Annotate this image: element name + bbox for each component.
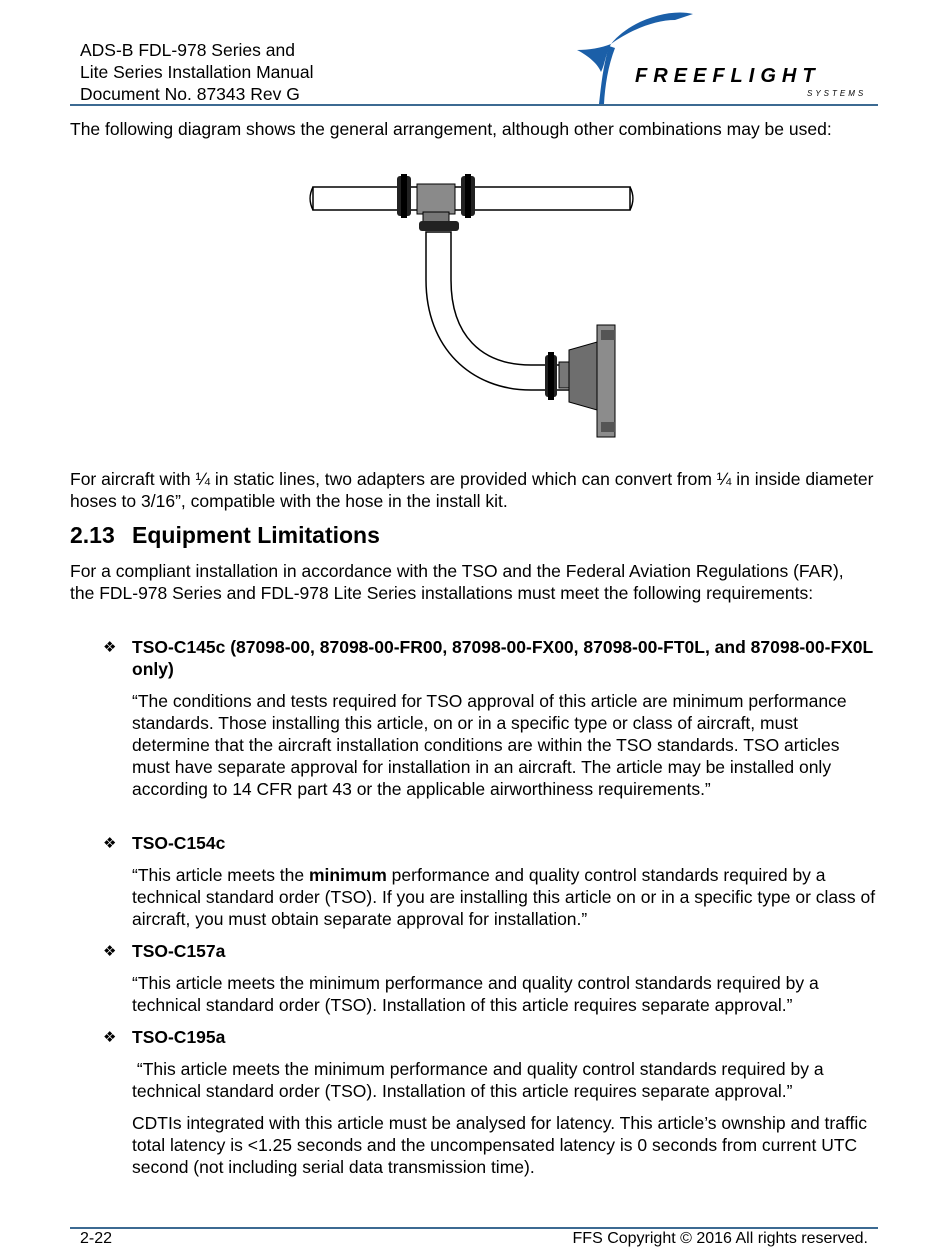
tso-c145c-heading: TSO-C145c (87098-00, 87098-00-FR00, 87098-00-FX00, 87098-00-FT0L, and 87098-00-FX0L only) bbox=[132, 637, 873, 679]
section-title: Equipment Limitations bbox=[132, 522, 380, 548]
copyright-notice: FFS Copyright © 2016 All rights reserved. bbox=[572, 1230, 868, 1247]
intro-paragraph: The following diagram shows the general arrangement, although other combinations may be used: bbox=[70, 119, 832, 139]
bullet-icon: ❖ bbox=[103, 943, 117, 960]
section-number: 2.13 bbox=[70, 522, 115, 548]
footer-rule bbox=[70, 1227, 878, 1229]
tso-c195a-heading: TSO-C195a bbox=[132, 1027, 226, 1047]
tso-c157a-text: “This article meets the minimum performance and quality control standards required by a technical standard order (TSO). Installation of this article requires separate approval.” bbox=[132, 973, 819, 1015]
logo-subtext: SYSTEMS bbox=[807, 89, 867, 98]
section-heading bbox=[70, 522, 380, 549]
tso-c157a-heading: TSO-C157a bbox=[132, 941, 226, 961]
bullet-icon: ❖ bbox=[103, 1029, 117, 1046]
document-header bbox=[80, 39, 313, 105]
tso-c154c-heading: TSO-C154c bbox=[132, 833, 226, 853]
bullet-icon: ❖ bbox=[103, 835, 117, 852]
freeflight-logo bbox=[575, 6, 875, 106]
header-rule bbox=[70, 104, 878, 106]
header-line-1: ADS-B FDL-978 Series and bbox=[80, 40, 295, 60]
requirements-intro: For a compliant installation in accordance with the TSO and the Federal Aviation Regulations (FAR), the FDL-978 Series and FDL-978 Lite Series installations must meet the following requirements: bbox=[70, 561, 844, 603]
logo-wordmark: FREEFLIGHT bbox=[635, 65, 821, 87]
bullet-icon: ❖ bbox=[103, 639, 117, 656]
freeflight-logo-graphic bbox=[575, 6, 875, 106]
tso-c195a-latency-text: CDTIs integrated with this article must be analysed for latency. This article’s ownship and traffic total latency is <1.25 seconds and the uncompensated latency is 0 seconds from current UTC second (not including serial data transmission time). bbox=[132, 1113, 868, 1177]
tso-c145c-text: “The conditions and tests required for TSO approval of this article are minimum performance standards. Those installing this article, on or in a specific type or class of aircraft, must determine that the aircraft installation conditions are within the TSO standards. TSO articles must have separate approval for installation in an aircraft. The article may be installed only according to 14 CFR part 43 or the applicable airworthiness requirements.” bbox=[132, 691, 847, 799]
static-line-diagram bbox=[305, 170, 635, 445]
tso-c154c-text-bold: minimum bbox=[309, 865, 387, 885]
tso-c154c-text-start: “This article meets the bbox=[132, 865, 309, 885]
header-line-2: Lite Series Installation Manual bbox=[80, 62, 314, 82]
adapter-paragraph: For aircraft with ¼ in static lines, two adapters are provided which can convert from ¼ in inside diameter hoses to 3/16”, compatible with the hose in the install kit. bbox=[70, 469, 874, 511]
tso-c154c-text-end: performance and quality control standards required by a technical standard order (TSO). If you are installing this article on or in a specific type or class of aircraft, you must obtain separate approval for installation.” bbox=[132, 865, 876, 929]
tso-c154c-text bbox=[132, 864, 877, 930]
page-number: 2-22 bbox=[80, 1230, 113, 1247]
tso-c195a-text: “This article meets the minimum performance and quality control standards required by a technical standard order (TSO). Installation of this article requires separate approval.” bbox=[132, 1059, 829, 1101]
header-line-3: Document No. 87343 Rev G bbox=[80, 84, 300, 104]
tee-adapter-illustration bbox=[305, 170, 635, 445]
